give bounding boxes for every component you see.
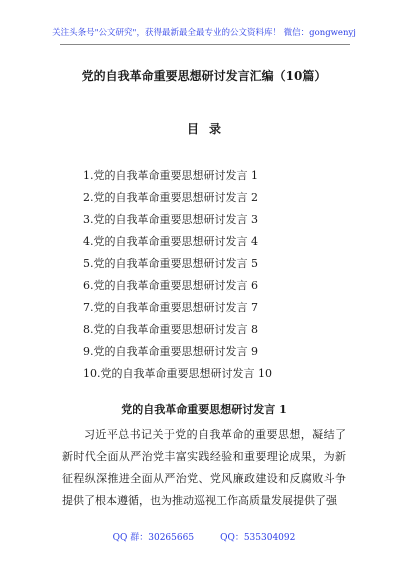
toc-item[interactable]: 10.党的自我革命重要思想研讨发言 10 [83, 367, 272, 380]
toc-item[interactable]: 7.党的自我革命重要思想研讨发言 7 [83, 301, 258, 314]
toc-item[interactable]: 6.党的自我革命重要思想研讨发言 6 [83, 279, 258, 292]
header-divider [60, 44, 350, 45]
toc-item[interactable]: 8.党的自我革命重要思想研讨发言 8 [83, 323, 258, 336]
section-title: 党的自我革命重要思想研讨发言 1 [121, 403, 287, 416]
toc-item[interactable]: 5.党的自我革命重要思想研讨发言 5 [83, 257, 258, 270]
toc-item[interactable]: 9.党的自我革命重要思想研讨发言 9 [83, 345, 258, 358]
table-of-contents [83, 165, 272, 385]
footer [0, 532, 408, 545]
toc-item[interactable]: 1.党的自我革命重要思想研讨发言 1 [83, 169, 258, 182]
document-title: 党的自我革命重要思想研讨发言汇编（10篇） [81, 69, 327, 83]
toc-heading: 目录 [186, 122, 231, 136]
toc-item[interactable]: 2.党的自我革命重要思想研讨发言 2 [83, 191, 258, 204]
header-banner: 关注头条号"公文研究"，获得最新最全最专业的公文资料库！ 微信：gongwenyj [52, 28, 356, 38]
body-paragraph: 习近平总书记关于党的自我革命的重要思想，凝结了新时代全面从严治党丰富实践经验和重要理论成果，为新征程纵深推进全面从严治党、党风廉政建设和反腐败斗争提供了根本遵循，也为推动巡视工作高质量发展提供了强 [62, 428, 346, 507]
toc-item[interactable]: 4.党的自我革命重要思想研讨发言 4 [83, 235, 258, 248]
footer-qq: QQ：535304092 [220, 533, 296, 543]
toc-item[interactable]: 3.党的自我革命重要思想研讨发言 3 [83, 213, 258, 226]
footer-qq-group: QQ 群：30265665 [112, 533, 195, 543]
